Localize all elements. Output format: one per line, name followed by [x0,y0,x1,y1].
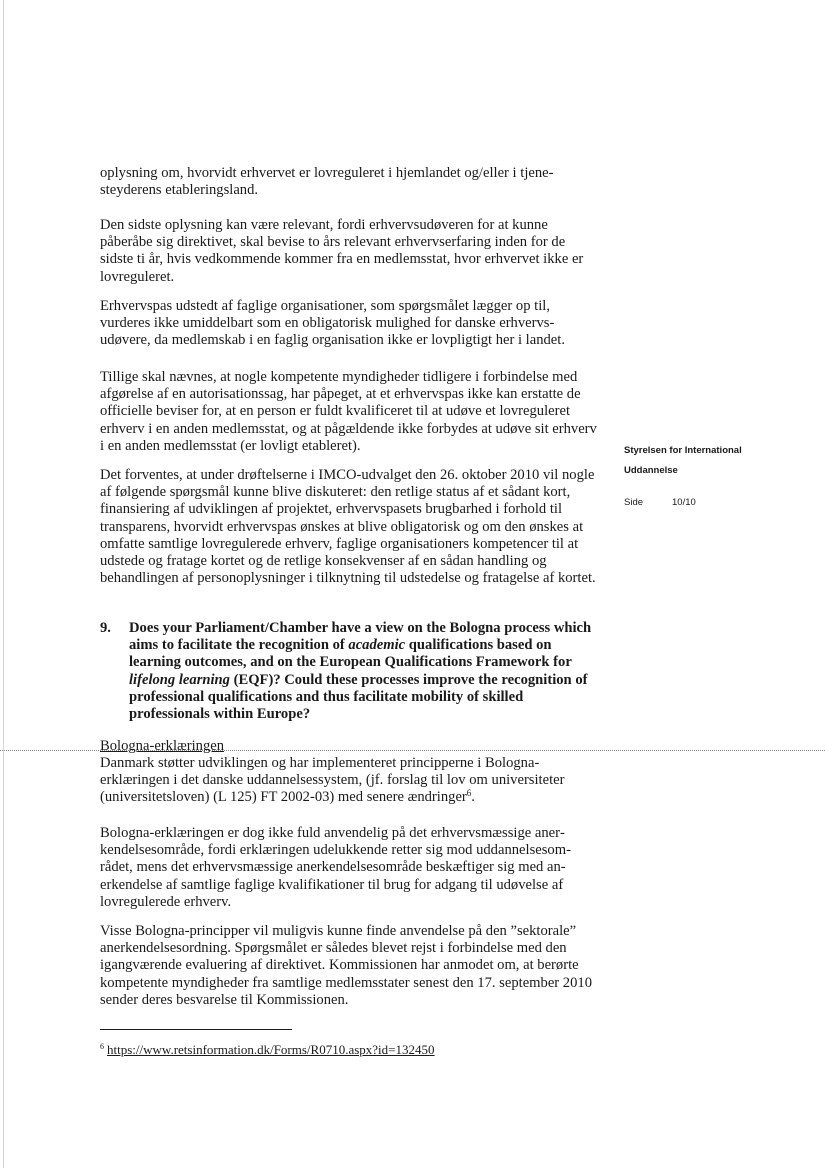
paragraph-5-text: Det forventes, at under drøftelserne i IMCO-udvalget den 26. oktober 2010 vil nogle af følgende spørgsmål kunne blive diskuteret: den retlige status af et sådant kort, finansiering af udviklingen af projektet, erhvervspasets brugbarhed i forhold til transparens, hvorvidt erhvervspas ønskes at blive obligatorisk og om den ønskes at omfatte samtlige lovregulerede erhverv, faglige organisationers kompetencer til at udstede og fratage kortet og de retlige konsekvenser af en sådan handling og behandlingen af personoplysninger i tilknytning til udstedelse og fratagelse af kortet. [100,467,596,587]
question-emphasis-lifelong-learning: lifelong learning [129,671,230,688]
scan-edge [3,0,4,1168]
page-info [624,497,804,508]
paragraph-5 [100,467,597,587]
paragraph-3 [100,298,597,350]
footnote-mark: 6 [100,1042,104,1051]
paragraph-6-end: . [471,789,475,806]
question-number: 9. [100,620,111,636]
paragraph-6-text [100,755,597,807]
question-9 [100,620,597,723]
paragraph-8 [100,923,597,1009]
footnote [100,1039,435,1058]
question-emphasis-academic: academic [348,637,406,654]
paragraph-7 [100,825,597,911]
paragraph-7-text: Bologna-erklæringen er dog ikke fuld anvendelig på det erhvervsmæssige anerkendelsesområde, fordi erklæringen udelukkende retter sig mod uddannelsesområdet, mens det erhvervsmæssige anerkendelsesområde beskæftiger sig med anerkendelse af samtlige faglige kvalifikationer til brug for adgang til udøvelse af lovregulerede erhverv. [100,825,571,910]
agency-name [624,441,804,481]
agency-name-line-2: Uddannelse [624,465,678,476]
paragraph-1-text: oplysning om, hvorvidt erhvervet er lovreguleret i hjemlandet og/eller i tjenesteyderens etableringsland. [100,165,554,199]
paragraph-6 [100,755,597,807]
question-text-part-3: (EQF)? Could these processes improve the recognition of professional qualifications and thus facilitate mobility of skilled professionals within Europe? [129,671,588,723]
paragraph-8-text: Visse Bologna-principper vil muligvis kunne finde anvendelse på den ”sektorale” anerkendelsesordning. Spørgsmålet er således blevet rejst i forbindelse med den igangværende evaluering af direktivet. Kommissionen har anmodet om, at berørte kompetente myndigheder fra samtlige medlemsstater senest den 17. september 2010 sender deres besvarelse til Kommissionen. [100,923,592,1008]
paragraph-2 [100,217,597,286]
paragraph-4 [100,369,597,455]
paragraph-3-text: Erhvervspas udstedt af faglige organisationer, som spørgsmålet lægger op til, vurderes ikke umiddelbart som en obligatorisk mulighed for danske erhvervsudøvere, da medlemskab i en faglig organisation ikke er lovpligtigt her i landet. [100,298,565,349]
page-label: Side [624,497,644,508]
sidebar [624,441,804,508]
question-text-part-1: Does your Parliament/Chamber have a view on the Bologna process which aims to facilitate the recognition of [129,620,592,654]
footnote-reference: 6 [466,788,472,799]
footnote-divider [100,1029,292,1030]
paragraph-4-text: Tillige skal nævnes, at nogle kompetente myndigheder tidligere i forbindelse med afgørelse af en autorisationssag, har påpeget, at et erhvervspas ikke kan erstatte de officielle beviser for, at en person er fuldt kvalificeret til at udøve et lovreguleret erhverv i en anden medlemsstat, og at pågældende ikke forbydes at udøve sit erhverv i en anden medlemsstat (er lovligt etableret). [100,369,597,454]
footnote-link[interactable]: https://www.retsinformation.dk/Forms/R0710.aspx?id=132450 [107,1042,435,1057]
paragraph-6-main: Danmark støtter udviklingen og har implementeret principperne i Bolognaerklæringen i det danske uddannelsessystem, (jf. forslag til lov om universiteter (universitetsloven) (L 125) FT 2002-03) med senere ændringer [100,755,565,806]
question-text [129,620,597,723]
paragraph-2-text: Den sidste oplysning kan være relevant, fordi erhvervsudøveren for at kunne påberåbe sig direktivet, skal bevise to års relevant erhvervserfaring inden for de sidste ti år, hvis vedkommende kommer fra en medlemsstat, hvor erhvervet ikke er lovreguleret. [100,217,584,285]
paragraph-1 [100,165,597,199]
question-text-part-2: qualifications based on learning outcomes, and on the European Qualifications Framework for [129,637,572,671]
section-heading: Bologna-erklæringen [100,738,225,754]
agency-name-line-1: Styrelsen for International [624,445,742,456]
page-number: 10/10 [672,497,696,508]
